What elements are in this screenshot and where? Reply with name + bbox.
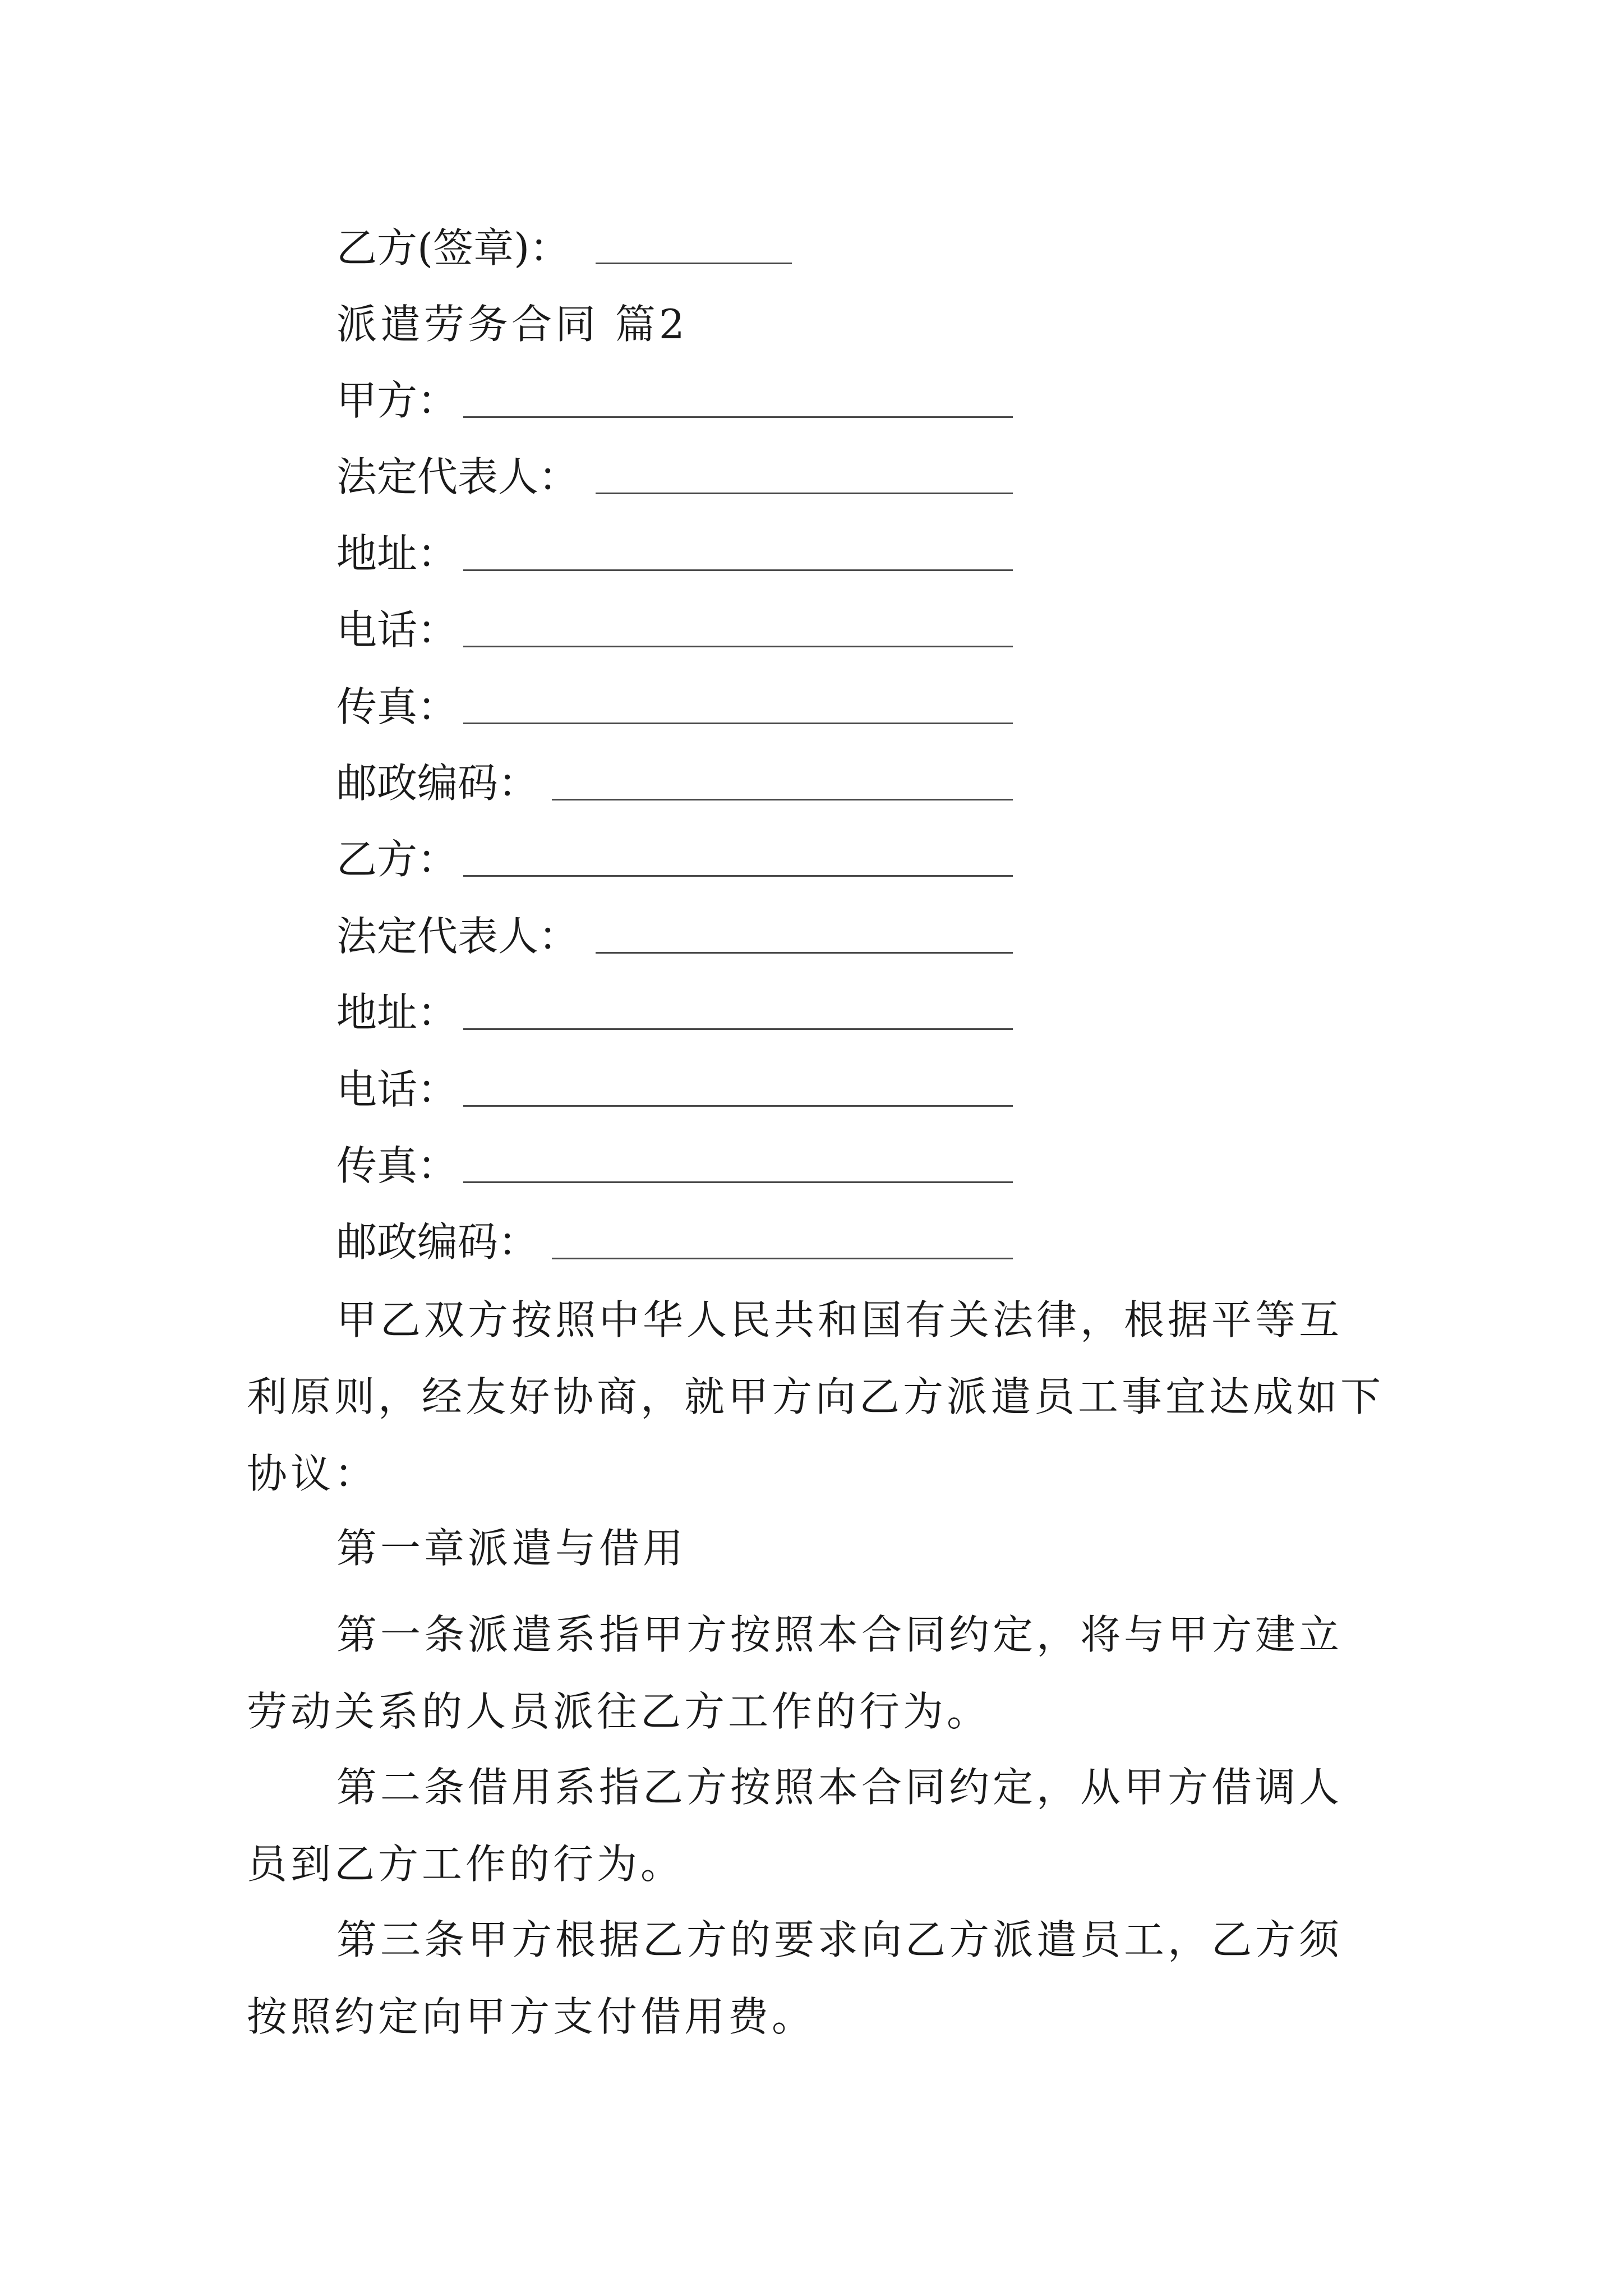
article-2: 第二条借用系指乙方按照本合同约定，从甲方借调人员到乙方工作的行为。 — [247, 1764, 1343, 1888]
signature-line — [336, 220, 570, 276]
party-b-name-field — [336, 831, 458, 887]
chapter-title: 第一章派遣与借用 — [336, 1525, 687, 1572]
party-b-phone-blank — [463, 1105, 1013, 1107]
signature-blank — [596, 263, 792, 264]
party-b-postcode-blank — [552, 1258, 1013, 1259]
party-b-fax-label: 传真： — [336, 1142, 458, 1189]
party-b-address-field — [336, 984, 458, 1041]
party-a-phone-blank — [463, 646, 1013, 647]
party-a-phone-label: 电话： — [336, 606, 458, 654]
party-a-name-blank — [463, 416, 1013, 418]
party-a-rep-field — [336, 449, 579, 505]
party-b-fax-blank — [463, 1181, 1013, 1183]
party-a-phone-field — [336, 602, 458, 658]
party-b-phone-label: 电话： — [336, 1066, 458, 1113]
party-b-rep-blank — [596, 952, 1013, 954]
party-a-postcode-label: 邮政编码： — [336, 760, 539, 807]
party-a-address-field — [336, 526, 458, 582]
party-a-fax-field — [336, 679, 458, 735]
party-b-fax-field — [336, 1138, 458, 1194]
party-a-postcode-blank — [552, 799, 1013, 800]
party-b-address-blank — [463, 1028, 1013, 1030]
party-a-fax-blank — [463, 723, 1013, 724]
party-a-rep-blank — [596, 493, 1013, 494]
party-a-name-label: 甲方： — [336, 377, 458, 424]
party-b-postcode-label: 邮政编码： — [336, 1218, 539, 1266]
party-a-address-label: 地址： — [336, 530, 458, 577]
preamble-paragraph: 甲乙双方按照中华人民共和国有关法律，根据平等互利原则，经友好协商，就甲方向乙方派遣员工事宜达成如下协议： — [247, 1296, 1385, 1497]
party-a-fax-label: 传真： — [336, 683, 458, 730]
signature-label: 乙方(签章)： — [336, 224, 570, 272]
party-b-rep-field — [336, 908, 579, 964]
party-b-name-label: 乙方： — [336, 836, 458, 883]
party-a-rep-label: 法定代表人： — [336, 453, 579, 500]
party-a-postcode-field — [336, 755, 538, 811]
party-b-postcode-field — [336, 1214, 538, 1270]
article-3: 第三条甲方根据乙方的要求向乙方派遣员工，乙方须按照约定向甲方支付借用费。 — [247, 1916, 1343, 2040]
party-a-name-field — [336, 372, 458, 429]
section-title: 派遣劳务合同 篇2 — [336, 301, 688, 348]
party-a-address-blank — [463, 569, 1013, 571]
party-b-phone-field — [336, 1061, 458, 1117]
party-b-address-label: 地址： — [336, 989, 458, 1036]
article-1: 第一条派遣系指甲方按照本合同约定，将与甲方建立劳动关系的人员派往乙方工作的行为。 — [247, 1611, 1343, 1735]
party-b-name-blank — [463, 875, 1013, 877]
party-b-rep-label: 法定代表人： — [336, 913, 579, 960]
